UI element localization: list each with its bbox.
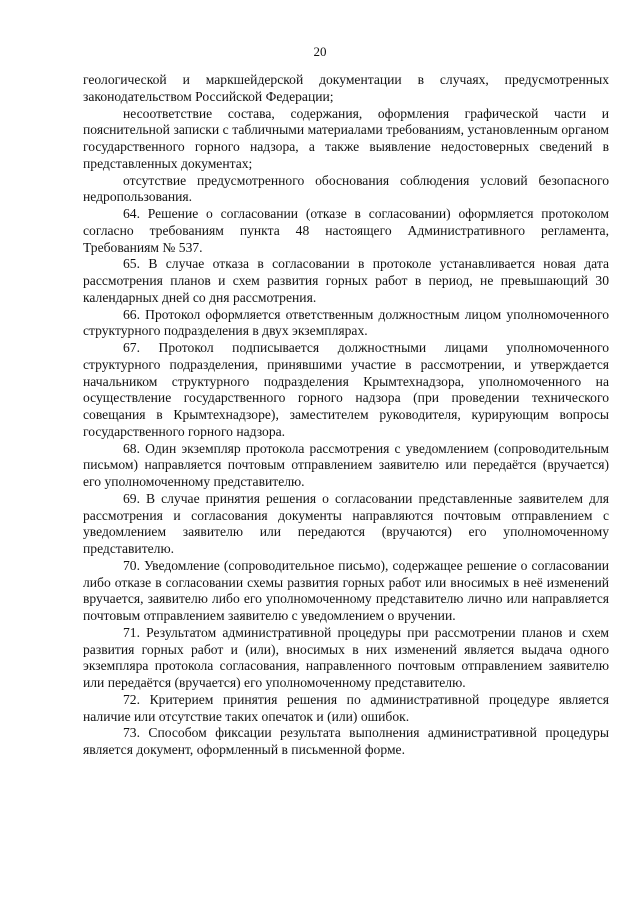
paragraph-nonconformity: несоответствие состава, содержания, оформления графической части и пояснительной записки с табличными материалами требованиям, установленным органом государственного горного надзора, а также выявление недостоверных сведений в представленных документах; [83,105,609,171]
paragraph-item-64: 64. Решение о согласовании (отказе в согласовании) оформляется протоколом согласно требованиям пункта 48 настоящего Административного регламента, Требованиям № 537. [83,206,609,255]
paragraph-item-73: 73. Способом фиксации результата выполнения административной процедуры является документ, оформленный в письменной форме. [83,725,609,757]
paragraph-continuation: геологической и маркшейдерской документации в случаях, предусмотренных законодательством Российской Федерации; [83,72,609,104]
page-number: 20 [313,44,327,59]
paragraph-item-70: 70. Уведомление (сопроводительное письмо), содержащее решение о согласовании либо отказе в согласовании схемы развития горных работ или вносимых в неё изменений вручается, заявителю либо его уполномоченному представителю лично или направляется почтовым отправлением заявителю с уведомлением о вручении. [83,557,609,623]
document-body [83,72,609,759]
paragraph-item-71: 71. Результатом административной процедуры при рассмотрении планов и схем развития горных работ и (или), вносимых в них изменений является выдача одного экземпляра протокола согласования, направленного почтовым отправлением заявителю или передаётся (вручается) его уполномоченному представителю. [83,624,609,690]
paragraph-item-67: 67. Протокол подписывается должностными лицами уполномоченного структурного подразделения, принявшими участие в рассмотрении, и утверждается начальником структурного подразделения Крымтехнадзора, уполномоченного на осуществление государственного горного надзора (при проведении технического совещания в Крымтехнадзоре), заместителем руководителя, курирующим вопросы государственного горного надзора. [83,340,609,439]
paragraph-missing-justification: отсутствие предусмотренного обоснования соблюдения условий безопасного недропользования. [83,172,609,205]
paragraph-item-69: 69. В случае принятия решения о согласовании представленные заявителем для рассмотрения и согласования документы направляются почтовым отправлением с уведомлением заявителю или передаются (вручаются) его уполномоченному представителю. [83,490,609,556]
paragraph-item-68: 68. Один экземпляр протокола рассмотрения с уведомлением (сопроводительным письмом) направляется почтовым отправлением заявителю или передаётся (вручается) его уполномоченному представителю. [83,440,609,489]
paragraph-item-65: 65. В случае отказа в согласовании в протоколе устанавливается новая дата рассмотрения планов и схем развития горных работ в период, не превышающий 30 календарных дней со дня рассмотрения. [83,256,609,305]
paragraph-item-72: 72. Критерием принятия решения по административной процедуре является наличие или отсутствие таких опечаток и (или) ошибок. [83,691,609,724]
paragraph-item-66: 66. Протокол оформляется ответственным должностным лицом уполномоченного структурного подразделения в двух экземплярах. [83,306,609,339]
